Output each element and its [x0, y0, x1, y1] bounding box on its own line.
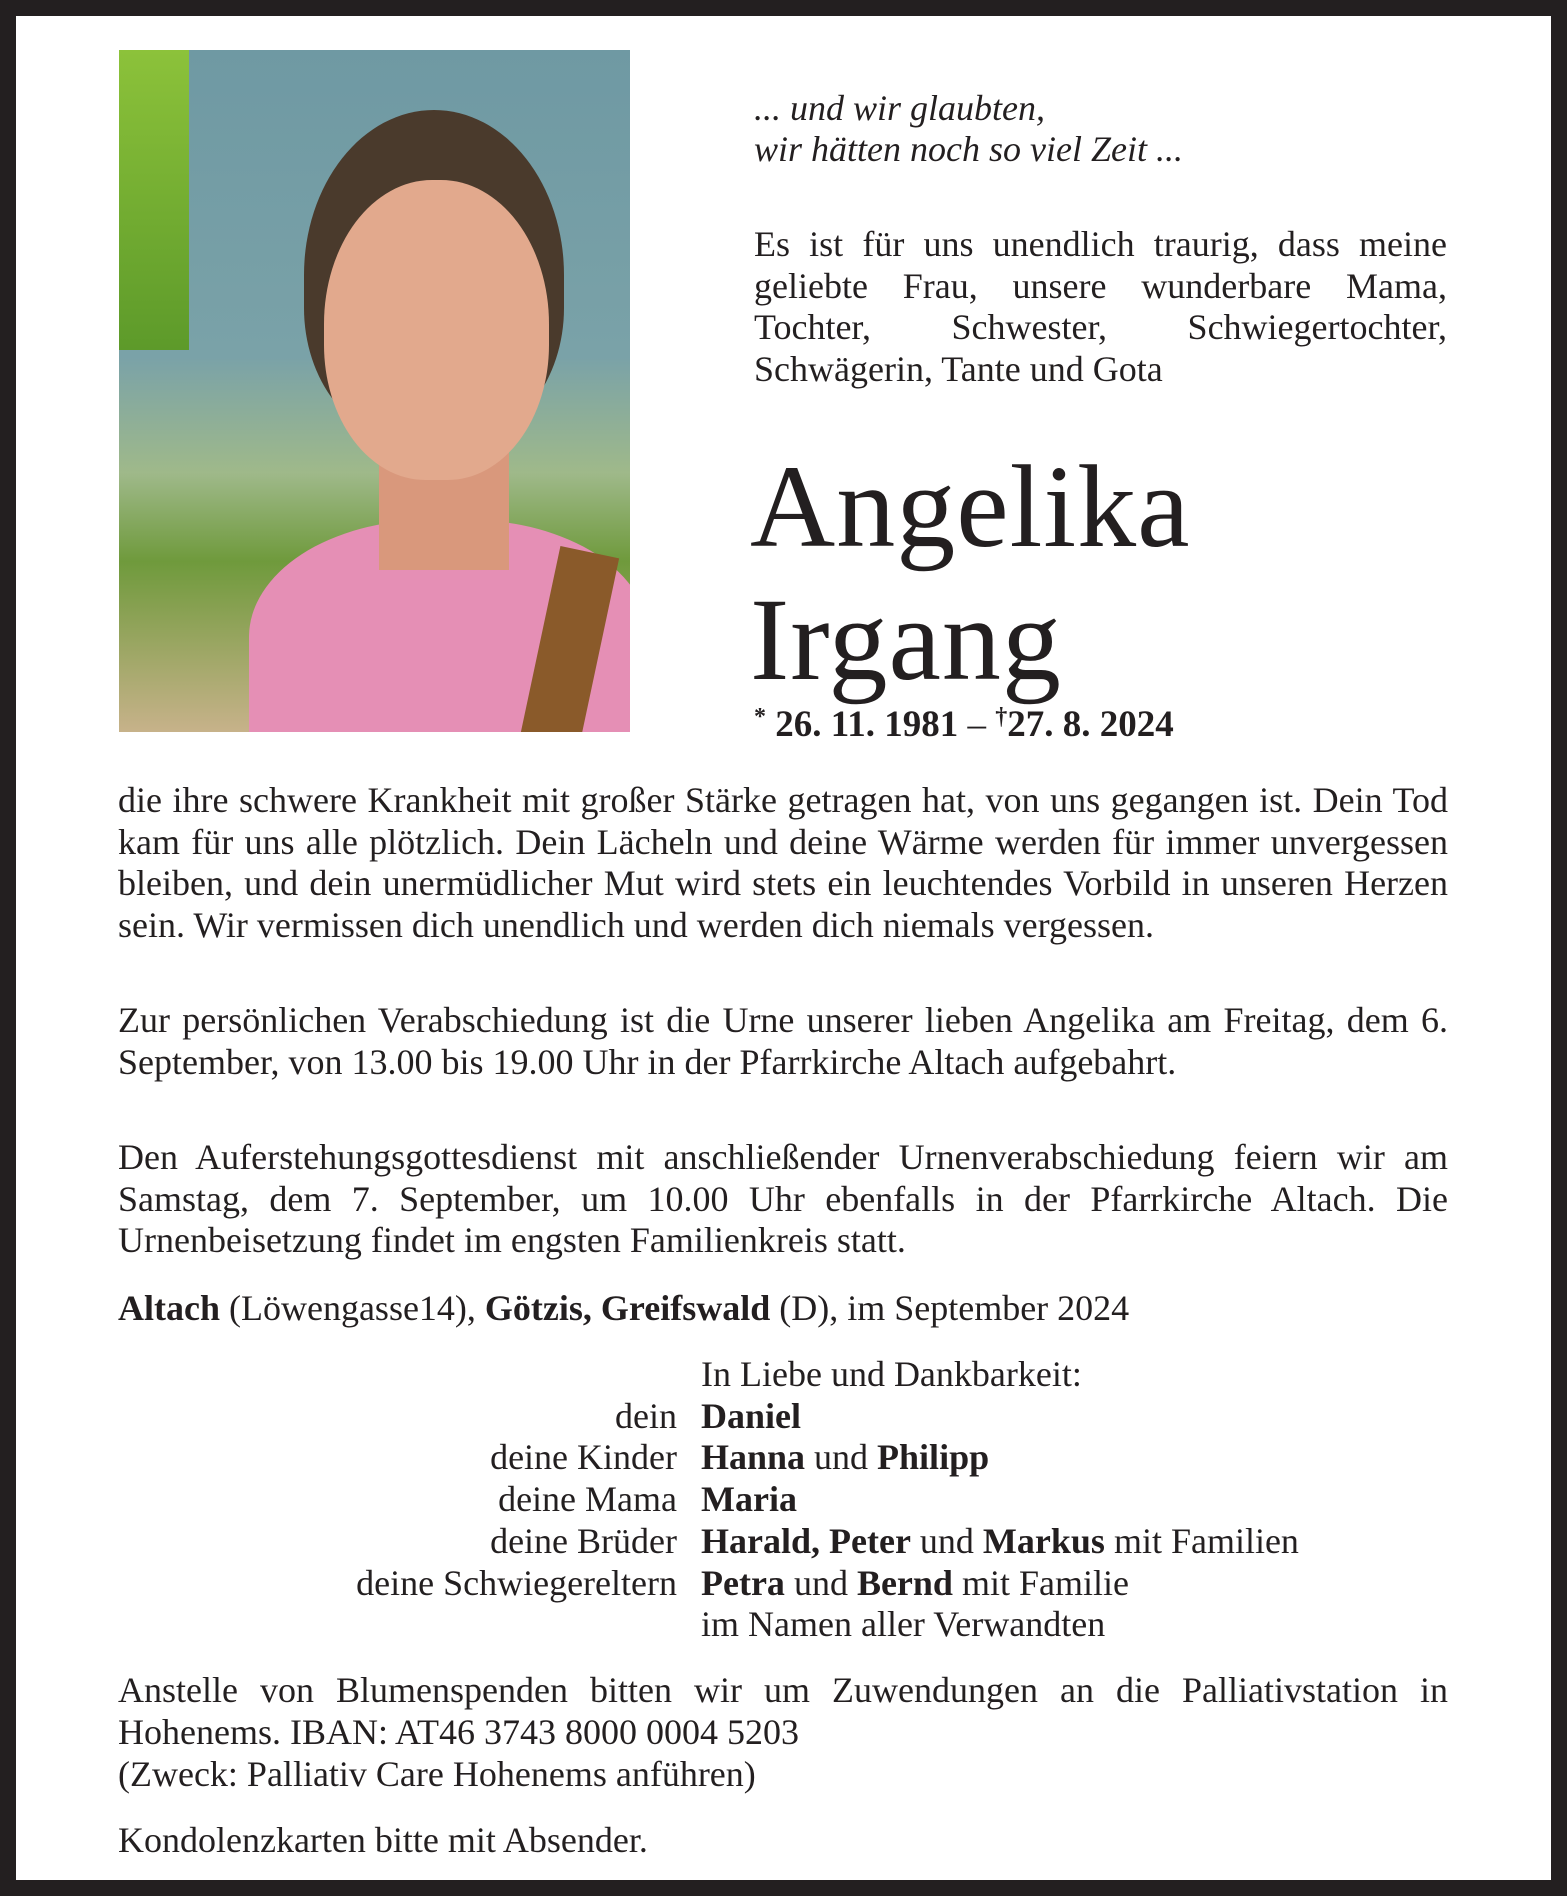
place-note: (D), im September 2024	[770, 1288, 1130, 1328]
last-name: Irgang	[750, 574, 1062, 705]
intro-text: Es ist für uns unendlich traurig, dass meine geliebte Frau, unsere wunderbare Mama, Tochter, Schwester, Schwiegertochter, Schwägerin, Tante und Gota	[754, 224, 1447, 390]
relative-name: Bernd	[856, 1562, 953, 1603]
relative-names	[701, 1563, 1458, 1605]
deceased-name	[750, 440, 1191, 706]
relative-names	[701, 1437, 1458, 1479]
death-symbol: †	[995, 704, 1008, 730]
life-dates	[754, 697, 1174, 746]
relative-names	[701, 1521, 1458, 1563]
relative-names	[701, 1396, 1458, 1438]
service-paragraph: Den Auferstehungsgottesdienst mit anschließender Urnenverabschiedung feiern wir am Samstag, dem 7. September, um 10.00 Uhr ebenfalls in der Pfarrkirche Altach. Die Urnenbeisetzung findet im engsten Familienkreis statt.	[118, 1137, 1448, 1261]
family-row	[118, 1604, 1458, 1646]
relation-label	[118, 1604, 701, 1646]
relative-names	[701, 1604, 1458, 1646]
donation-note: (Zweck: Palliativ Care Hohenems anführen)	[118, 1754, 756, 1794]
relation-label: deine Mama	[498, 1479, 677, 1520]
relative-name: Markus	[982, 1520, 1105, 1561]
quote-line: wir hätten noch so viel Zeit ...	[754, 129, 1183, 169]
relative-name: Philipp	[877, 1437, 990, 1478]
place-note: (Löwengasse14),	[220, 1288, 485, 1328]
closing-note: Kondolenzkarten bitte mit Absender.	[118, 1820, 648, 1860]
family-row	[118, 1563, 1458, 1605]
date-dash: –	[967, 704, 986, 745]
relation-label: deine Kinder	[490, 1437, 677, 1478]
place: Götzis, Greifswald	[484, 1288, 771, 1328]
relation-label: dein	[615, 1395, 677, 1436]
connector-text: mit Familien	[1104, 1520, 1299, 1561]
relation-label: deine Schwiegereltern	[356, 1562, 677, 1603]
connector-text: und	[805, 1437, 878, 1478]
relative-name: Hanna	[701, 1437, 806, 1478]
quote-line: ... und wir glaubten,	[754, 88, 1046, 128]
relative-name: Petra	[701, 1562, 785, 1603]
opening-quote	[754, 88, 1183, 170]
relative-name: Daniel	[701, 1395, 802, 1436]
family-heading: In Liebe und Dankbarkeit:	[701, 1354, 1082, 1394]
birth-date: 26. 11. 1981	[775, 704, 959, 745]
relation-label: deine Brüder	[490, 1520, 677, 1561]
portrait-photo	[119, 50, 630, 732]
death-date: 27. 8. 2024	[1007, 704, 1174, 745]
birth-symbol: *	[754, 704, 766, 730]
place: Altach	[118, 1288, 220, 1328]
donation-text: Anstelle von Blumenspenden bitten wir um Zuwendungen an die Palliativstation in Hohenems. IBAN: AT46 3743 8000 0004 5203	[118, 1670, 1448, 1752]
family-row	[118, 1521, 1458, 1563]
connector-text: im Namen aller Verwandten	[701, 1604, 1106, 1645]
family-row	[118, 1479, 1458, 1521]
connector-text: und	[784, 1562, 857, 1603]
family-list	[118, 1354, 1458, 1646]
relative-names	[701, 1479, 1458, 1521]
farewell-paragraph: Zur persönlichen Verabschiedung ist die Urne unserer lieben Angelika am Freitag, dem 6. September, von 13.00 bis 19.00 Uhr in der Pfarrkirche Altach aufgebahrt.	[118, 1000, 1448, 1082]
main-paragraph: die ihre schwere Krankheit mit großer Stärke getragen hat, von uns gegangen ist. Dein Tod kam für uns alle plötzlich. Dein Lächeln und deine Wärme werden für immer unvergessen bleiben, und dein unermüdlicher Mut wird stets ein leuchtendes Vorbild in unseren Herzen sein. Wir vermissen dich unendlich und werden dich niemals vergessen.	[118, 780, 1448, 946]
first-name: Angelika	[750, 441, 1191, 572]
connector-text: und	[910, 1520, 983, 1561]
relative-name: Harald, Peter	[701, 1520, 911, 1561]
places-line	[118, 1288, 1129, 1330]
family-row	[118, 1396, 1458, 1438]
relative-name: Maria	[701, 1479, 797, 1520]
family-row	[118, 1437, 1458, 1479]
connector-text: mit Familie	[952, 1562, 1129, 1603]
